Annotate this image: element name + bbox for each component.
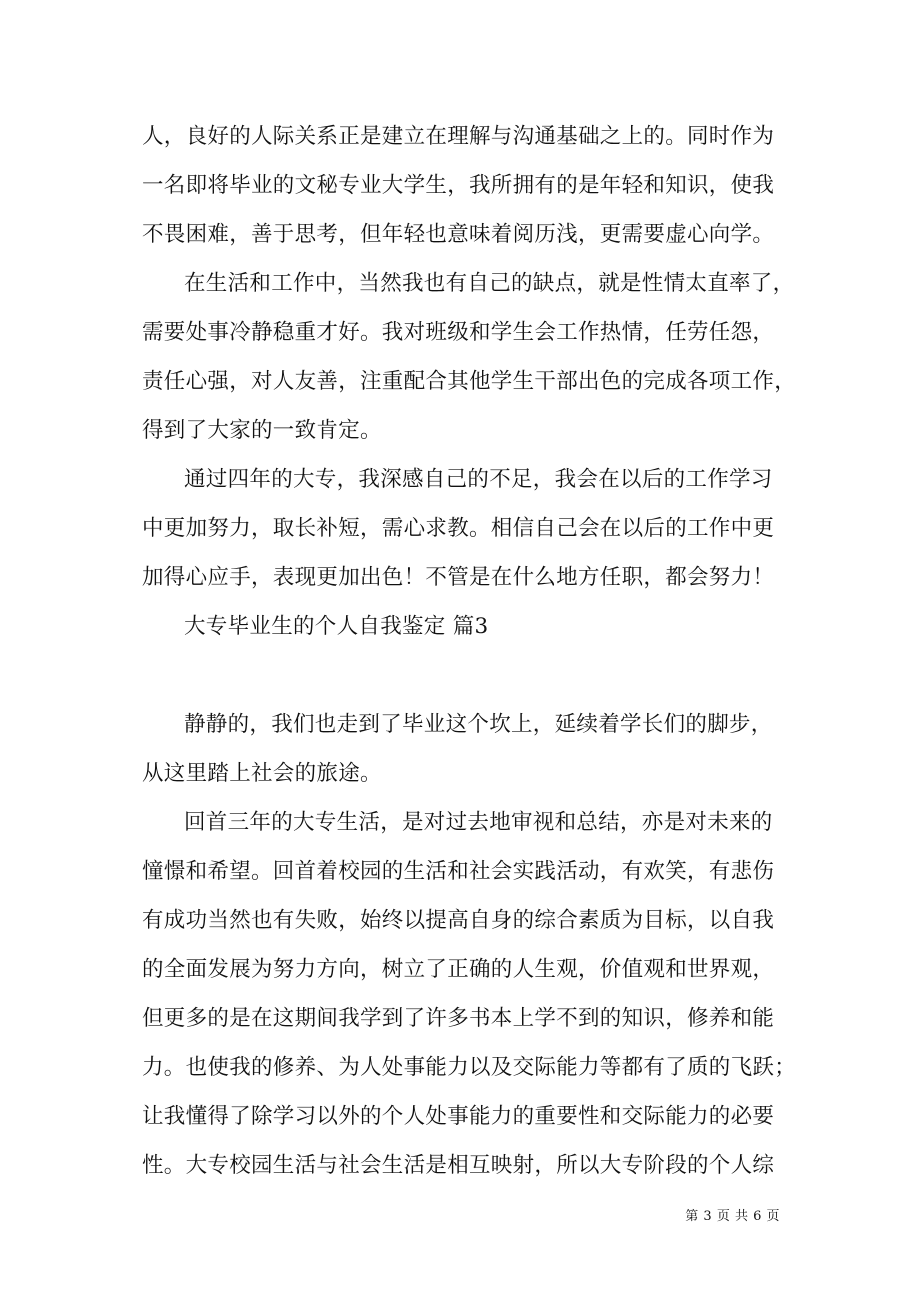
paragraph-start-line: 静静的，我们也走到了毕业这个坎上，延续着学长们的脚步， — [184, 712, 773, 737]
text-line: 加得心应手，表现更加出色！不管是在什么地方任职，都会努力！ — [142, 565, 775, 590]
text-line: 从这里踏上社会的旅途。 — [142, 761, 382, 786]
text-line: 憧憬和希望。回首着校园的生活和社会实践活动，有欢笑，有悲伤 — [142, 859, 775, 884]
text-line: 人，良好的人际关系正是建立在理解与沟通基础之上的。同时作为 — [142, 124, 775, 149]
text-line: 得到了大家的一致肯定。 — [142, 418, 382, 443]
text-line: 力。也使我的修养、为人处事能力以及交际能力等都有了质的飞跃； — [142, 1055, 797, 1080]
section-heading: 大专毕业生的个人自我鉴定 篇3 — [184, 614, 489, 639]
text-line: 一名即将毕业的文秘专业大学生，我所拥有的是年轻和知识，使我 — [142, 173, 775, 198]
page-number-footer: 第 3 页 共 6 页 — [685, 1209, 780, 1224]
text-line: 有成功当然也有失败，始终以提高自身的综合素质为目标，以自我 — [142, 908, 775, 933]
text-line: 责任心强，对人友善，注重配合其他学生干部出色的完成各项工作， — [142, 369, 797, 394]
text-line: 性。大专校园生活与社会生活是相互映射，所以大专阶段的个人综 — [142, 1153, 775, 1178]
text-line: 但更多的是在这期间我学到了许多书本上学不到的知识，修养和能 — [142, 1006, 775, 1031]
paragraph-start-line: 通过四年的大专，我深感自己的不足，我会在以后的工作学习 — [184, 467, 773, 492]
text-line: 的全面发展为努力方向，树立了正确的人生观，价值观和世界观， — [142, 957, 775, 982]
text-line: 需要处事冷静稳重才好。我对班级和学生会工作热情，任劳任怨， — [142, 320, 775, 345]
text-line: 不畏困难，善于思考，但年轻也意味着阅历浅，更需要虚心向学。 — [142, 222, 775, 247]
text-line: 中更加努力，取长补短，需心求教。相信自己会在以后的工作中更 — [142, 516, 775, 541]
paragraph-start-line: 在生活和工作中，当然我也有自己的缺点，就是性情太直率了， — [184, 271, 795, 296]
paragraph-start-line: 回首三年的大专生活，是对过去地审视和总结，亦是对未来的 — [184, 810, 773, 835]
text-line: 让我懂得了除学习以外的个人处事能力的重要性和交际能力的必要 — [142, 1104, 775, 1129]
